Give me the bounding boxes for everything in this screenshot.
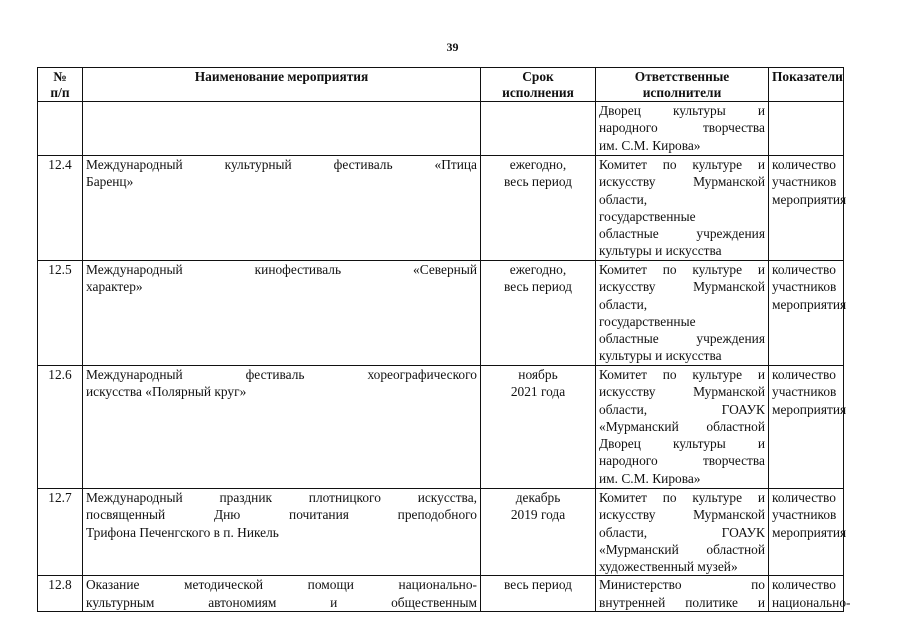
- header-responsible: Ответственные исполнители: [596, 68, 769, 102]
- indicators-line: участников: [772, 279, 837, 295]
- event-name-cell: [83, 576, 481, 612]
- table-row: [38, 156, 844, 261]
- responsible-cell: [596, 366, 769, 489]
- event-name-cell: [83, 261, 481, 366]
- header-term: Срок исполнения: [481, 68, 596, 102]
- event-name-cell: [83, 366, 481, 489]
- responsible-line: Комитет по культуре и: [599, 262, 765, 277]
- term-line: ежегодно,: [509, 262, 567, 277]
- table-body: [38, 102, 851, 612]
- term-line: 2021 года: [510, 384, 566, 400]
- header-indicators: Показатели: [769, 68, 844, 102]
- responsible-line: областные учреждения: [599, 226, 765, 242]
- event-name-line: Международный праздник плотницкого искусства,: [86, 490, 477, 505]
- term-cell: [481, 366, 596, 489]
- row-number: 12.5: [38, 261, 83, 366]
- row-number: 12.8: [38, 576, 83, 612]
- indicators-line: количество: [772, 577, 836, 593]
- event-name-line: культурным автономиям и общественным: [86, 594, 477, 610]
- event-name-line: Трифона Печенгского в п. Никель: [86, 524, 279, 540]
- responsible-line: народного творчества: [599, 120, 765, 136]
- term-cell: [481, 156, 596, 261]
- term-line: 2019 года: [510, 507, 566, 523]
- responsible-cell: [596, 489, 769, 576]
- event-name-cell: [83, 102, 481, 156]
- term-line: декабрь: [515, 490, 561, 505]
- responsible-line: области,: [599, 296, 648, 312]
- header-number: № п/п: [38, 68, 83, 102]
- responsible-line: области,: [599, 191, 648, 207]
- responsible-line: «Мурманский областной: [599, 541, 765, 557]
- responsible-line: «Мурманский областной: [599, 418, 765, 434]
- indicators-line: участников: [772, 384, 837, 400]
- indicators-line: участников: [772, 174, 837, 190]
- indicators-line: мероприятия: [772, 296, 847, 312]
- responsible-line: искусству Мурманской: [599, 507, 765, 523]
- indicators-cell: [769, 576, 851, 612]
- table-header-row: [38, 68, 844, 102]
- responsible-line: искусству Мурманской: [599, 174, 765, 190]
- row-number: 12.4: [38, 156, 83, 261]
- table-row: [38, 489, 844, 576]
- indicators-line: мероприятия: [772, 524, 847, 540]
- row-number: 12.6: [38, 366, 83, 489]
- page-number: 39: [446, 40, 459, 54]
- term-cell: [481, 576, 596, 612]
- responsible-line: искусству Мурманской: [599, 279, 765, 295]
- event-name-cell: [83, 156, 481, 261]
- term-line: весь период: [503, 174, 572, 190]
- indicators-cell: [769, 366, 847, 489]
- term-line: ежегодно,: [509, 157, 567, 172]
- responsible-cell: [596, 261, 769, 366]
- indicators-cell: [769, 489, 847, 576]
- responsible-line: Дворец культуры и: [599, 103, 765, 118]
- table-row: [38, 366, 844, 489]
- indicators-line: количество: [772, 490, 836, 505]
- responsible-line: культуры и искусства: [599, 243, 722, 259]
- event-name-cell: [83, 489, 481, 576]
- row-number: 12.7: [38, 489, 83, 576]
- indicators-line: национально-: [772, 594, 851, 610]
- indicators-cell: [769, 102, 844, 156]
- indicators-line: участников: [772, 507, 837, 523]
- indicators-line: мероприятия: [772, 401, 847, 417]
- responsible-line: государственные: [599, 208, 696, 224]
- indicators-line: количество: [772, 157, 836, 172]
- table-row: [38, 261, 844, 366]
- responsible-line: культуры и искусства: [599, 348, 722, 364]
- responsible-line: области, ГОАУК: [599, 524, 765, 540]
- term-line: весь период: [503, 279, 572, 295]
- responsible-cell: [596, 576, 769, 612]
- responsible-line: внутренней политике и: [599, 594, 765, 610]
- event-name-line: Оказание методической помощи национально-: [86, 577, 477, 593]
- responsible-line: области, ГОАУК: [599, 401, 765, 417]
- event-name-line: Баренц»: [86, 174, 134, 190]
- event-name-line: Международный кинофестиваль «Северный: [86, 262, 477, 277]
- responsible-line: Министерство по: [599, 577, 765, 593]
- responsible-cell: [596, 102, 769, 156]
- indicators-cell: [769, 261, 847, 366]
- responsible-line: им. С.М. Кирова»: [599, 470, 701, 486]
- events-table: [37, 67, 851, 612]
- row-number: [38, 102, 83, 156]
- term-cell: [481, 489, 596, 576]
- term-cell: [481, 261, 596, 366]
- table-row: [38, 102, 844, 156]
- responsible-line: областные учреждения: [599, 331, 765, 347]
- indicators-cell: [769, 156, 847, 261]
- responsible-line: Комитет по культуре и: [599, 490, 765, 505]
- responsible-line: художественный музей»: [599, 559, 738, 575]
- responsible-line: народного творчества: [599, 453, 765, 469]
- event-name-line: Международный фестиваль хореографического: [86, 367, 477, 382]
- responsible-line: государственные: [599, 313, 696, 329]
- term-cell: [481, 102, 596, 156]
- table-row: [38, 576, 844, 612]
- responsible-line: искусству Мурманской: [599, 384, 765, 400]
- event-name-line: характер»: [86, 279, 143, 295]
- responsible-line: Дворец культуры и: [599, 436, 765, 452]
- event-name-line: посвященный Дню почитания преподобного: [86, 507, 477, 523]
- event-name-line: Международный культурный фестиваль «Птица: [86, 157, 477, 172]
- header-event-name: Наименование мероприятия: [83, 68, 481, 102]
- responsible-cell: [596, 156, 769, 261]
- term-line: весь период: [503, 577, 572, 593]
- indicators-line: количество: [772, 367, 836, 382]
- indicators-line: количество: [772, 262, 836, 277]
- event-name-line: искусства «Полярный круг»: [86, 384, 247, 400]
- responsible-line: Комитет по культуре и: [599, 367, 765, 382]
- indicators-line: мероприятия: [772, 191, 847, 207]
- responsible-line: им. С.М. Кирова»: [599, 137, 701, 153]
- responsible-line: Комитет по культуре и: [599, 157, 765, 172]
- term-line: ноябрь: [518, 367, 558, 382]
